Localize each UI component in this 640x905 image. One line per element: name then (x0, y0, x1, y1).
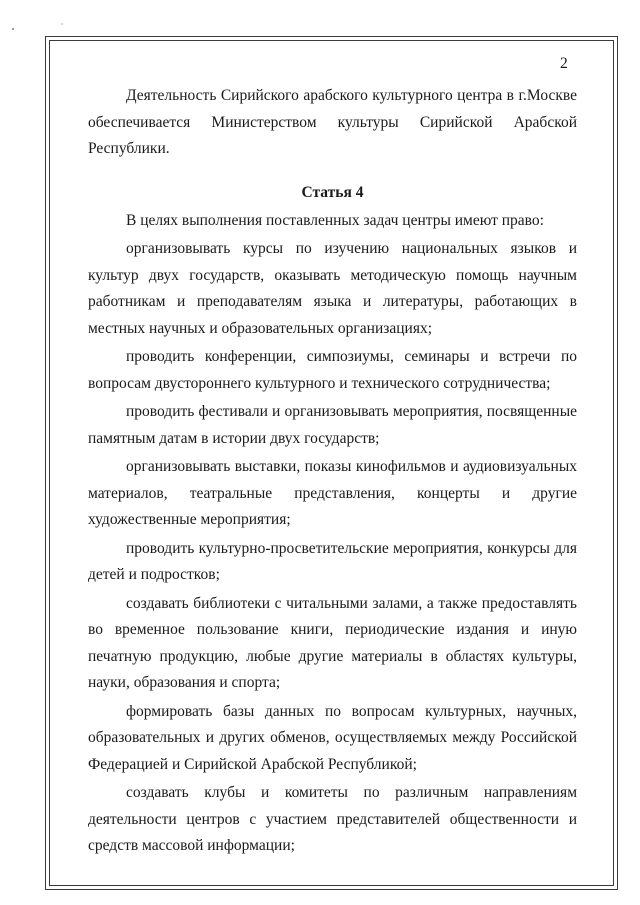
article-title: Статья 4 (301, 183, 364, 201)
page-number: 2 (560, 55, 568, 72)
article-item: создавать библиотеки с читальными залами, а также предоставлять во временное пользование книги, периодические издания и иную печатную продукцию, любые другие материалы в областях культуры, науки, образования и спорта; (88, 594, 577, 691)
article-item: проводить фестивали и организовывать мероприятия, посвященные памятным датам в истории двух государств; (88, 403, 577, 447)
article-item: создавать клубы и комитеты по различным направлениям деятельности центров с участием представителей общественности и средств массовой информации; (88, 784, 577, 854)
scan-specks (10, 22, 70, 32)
document-body (88, 83, 577, 860)
article-item: проводить конференции, симпозиумы, семинары и встречи по вопросам двустороннего культурного и технического сотрудничества; (88, 348, 577, 392)
intro-paragraph: Деятельность Сирийского арабского культурного центра в г.Москве обеспечивается Министерством культуры Сирийской Арабской Республики. (88, 87, 577, 157)
article-item: организовывать курсы по изучению национальных языков и культур двух государств, оказывать методическую помощь научным работникам и преподавателям языка и литературы, работающих в местных научных и образовательных организациях; (88, 240, 577, 337)
article-item: проводить культурно-просветительские мероприятия, конкурсы для детей и подростков; (88, 539, 577, 583)
article-item: организовывать выставки, показы кинофильмов и аудиовизуальных материалов, театральные представления, концерты и другие художественные мероприятия; (88, 458, 577, 528)
article-item: формировать базы данных по вопросам культурных, научных, образовательных и других обменов, осуществляемых между Российской Федерацией и Сирийской Арабской Республикой; (88, 702, 577, 773)
article-lead: В целях выполнения поставленных задач центры имеют право: (126, 211, 544, 229)
